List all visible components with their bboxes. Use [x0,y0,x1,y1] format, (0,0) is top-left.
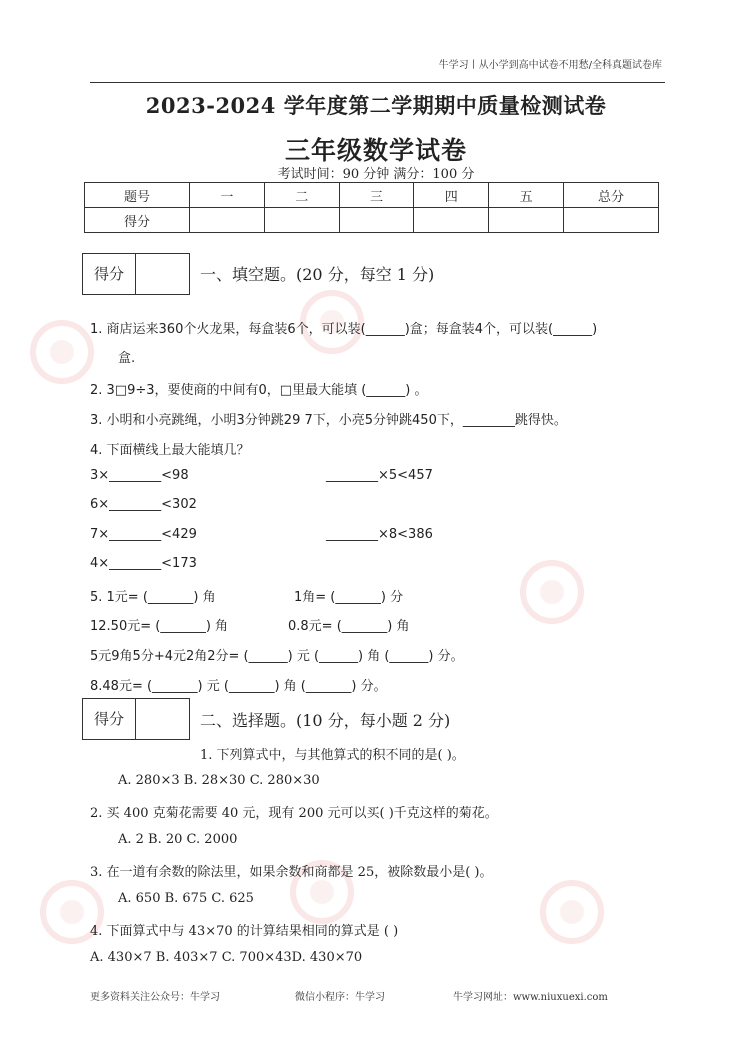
section1-score-box [82,253,190,295]
section2-title: 二、选择题。(10 分，每小题 2 分) [200,711,451,730]
exam-title: 2023-2024 学年度第二学期期中质量检测试卷 [145,93,607,118]
score-box-label: 得分 [83,254,136,294]
question-5f: 8.48元= (_______) 元 (_______) 角 (_______) 分。 [90,679,387,694]
table-header-cell: 四 [414,183,489,208]
table-header-cell: 一 [190,183,265,208]
header-divider [90,82,665,83]
question-1-cont: 盒. [118,351,136,366]
table-row [85,208,659,233]
question-5e: 5元9角5分+4元2角2分= (______) 元 (______) 角 (______) 分。 [90,649,464,664]
question-4e: ________×8<386 [326,527,433,542]
choice-options-3: A. 650 B. 675 C. 625 [118,891,254,906]
choice-options-1: A. 280×3 B. 28×30 C. 280×30 [118,773,320,788]
question-5a: 5. 1元= (_______) 角 [90,590,216,605]
watermark-logo [520,560,584,624]
question-5b: 1角= (_______) 分 [294,590,404,605]
question-1: 1. 商店运来360个火龙果，每盒装6个，可以装(______)盒；每盒装4个，可以装(______) [90,322,598,337]
score-cell [564,208,659,233]
table-header-cell: 二 [264,183,339,208]
table-header-cell: 总分 [564,183,659,208]
choice-question-3: 3. 在一道有余数的除法里，如果余数和商都是 25，被除数最小是( )。 [90,865,493,880]
choice-question-2: 2. 买 400 克菊花需要 40 元，现有 200 元可以买( )千克这样的菊花。 [90,806,498,821]
footer-left: 更多资料关注公众号：牛学习 [90,992,220,1003]
score-cell [489,208,564,233]
choice-question-4: 4. 下面算式中与 43×70 的计算结果相同的算式是 ( ) [90,924,399,939]
question-4f: 4×________<173 [90,556,197,571]
question-5c: 12.50元= (_______) 角 [90,619,229,634]
choice-options-2: A. 2 B. 20 C. 2000 [118,832,238,847]
question-3: 3. 小明和小亮跳绳，小明3分钟跳29 7下，小亮5分钟跳450下，________跳得快。 [90,413,567,428]
score-cell [264,208,339,233]
score-box-label: 得分 [83,699,136,739]
question-5d: 0.8元= (_______) 角 [288,619,410,634]
table-header-cell: 五 [489,183,564,208]
watermark-logo [540,880,604,944]
footer-middle: 微信小程序：牛学习 [295,992,385,1003]
exam-subtitle: 三年级数学试卷 [284,136,467,165]
watermark-logo [30,320,94,384]
choice-question-1: 1. 下列算式中，与其他算式的积不同的是( )。 [200,748,465,763]
question-2: 2. 3□9÷3，要使商的中间有0，□里最大能填 (______) 。 [90,383,428,398]
section1-title: 一、填空题。(20 分，每空 1 分) [200,265,435,284]
score-cell [414,208,489,233]
question-4a: 3×________<98 [90,468,189,483]
question-4b: ________×5<457 [326,468,433,483]
exam-info: 考试时间：90 分钟 满分：100 分 [277,167,475,182]
question-4: 4. 下面横线上最大能填几？ [90,443,250,458]
section2-score-box [82,698,190,740]
score-table [84,182,659,233]
table-header-cell: 三 [339,183,414,208]
table-row-label: 得分 [85,208,190,233]
choice-options-4: A. 430×7 B. 403×7 C. 700×43D. 430×70 [90,950,363,965]
score-cell [339,208,414,233]
table-header-cell: 题号 [85,183,190,208]
footer-right: 牛学习网址：www.niuxuexi.com [453,992,608,1003]
header-text: 牛学习丨从小学到高中试卷不用愁/全科真题试卷库 [438,60,662,71]
question-4d: 7×________<429 [90,527,197,542]
table-row [85,183,659,208]
question-4c: 6×________<302 [90,497,197,512]
score-cell [190,208,265,233]
